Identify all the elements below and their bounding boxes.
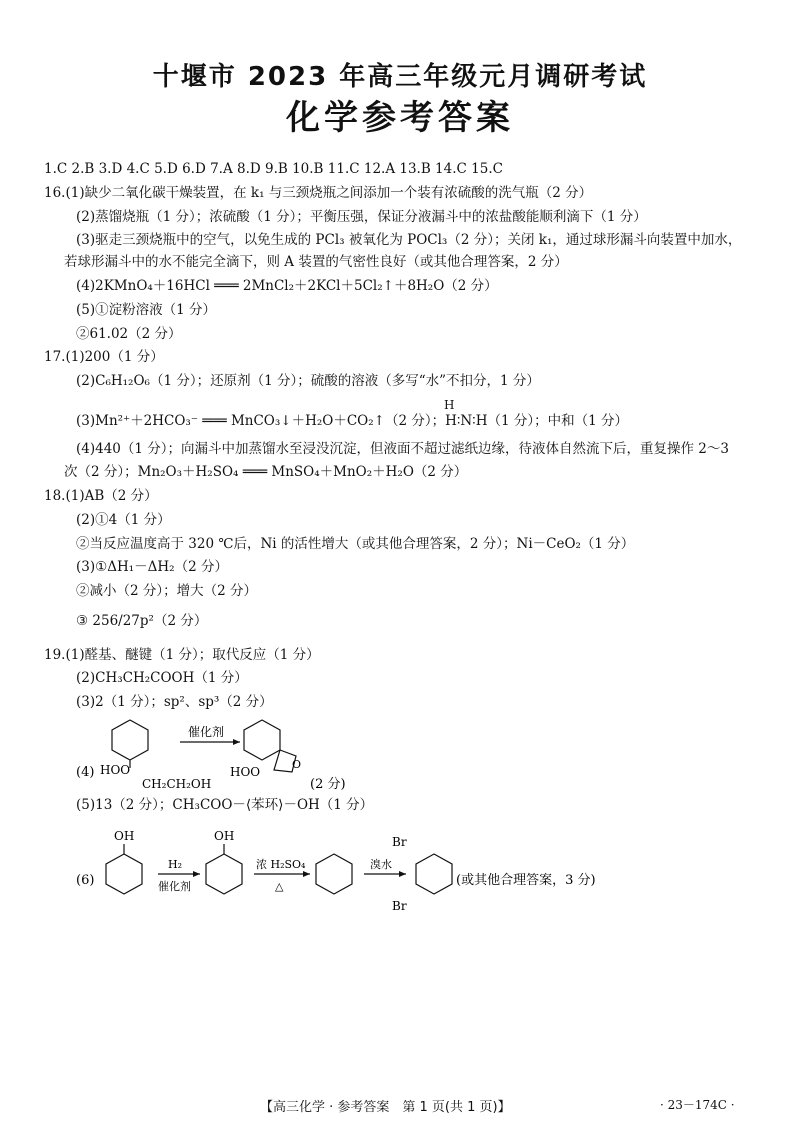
answer-line: 18.(1)AB（2 分） — [44, 488, 158, 504]
cyclohexene-ring — [316, 854, 352, 894]
scheme-label: (6) — [76, 873, 95, 888]
reagent-label: 浓 H₂SO₄ — [256, 858, 306, 871]
answer-line: (4)2KMnO₄＋16HCl ═══ 2MnCl₂＋2KCl＋5Cl₂↑＋8H₂O（2 分） — [76, 278, 498, 294]
answer-line: (3)驱走三颈烧瓶中的空气，以免生成的 PCl₃ 被氧化为 POCl₃（2 分）；关闭 k₁，通过球形漏斗向装置中加水， — [76, 232, 742, 248]
dibromocyclohexane-ring — [416, 854, 452, 894]
condition-label: △ — [275, 880, 284, 893]
answer-line: (3)①ΔH₁－ΔH₂（2 分） — [76, 559, 228, 575]
answer-line: (2)①4（1 分） — [76, 512, 171, 528]
score: (2 分) — [310, 777, 346, 792]
answer-line: (2)CH₃CH₂COOH（1 分） — [76, 670, 248, 686]
substituent: CH₂CH₂OH — [142, 777, 212, 791]
benzene-ring — [106, 854, 142, 894]
electron-dot-h: H — [444, 398, 455, 412]
bromine: Br — [392, 835, 407, 849]
choice-answers: 1.C 2.B 3.D 4.C 5.D 6.D 7.A 8.D 9.B 10.B 11.C 12.A 13.B 14.C 15.C — [44, 161, 503, 177]
substituent: HOO — [100, 763, 131, 777]
cyclohexanol-ring — [206, 854, 242, 894]
cyclohexadiene-ring — [112, 720, 148, 760]
arrow-head — [303, 871, 310, 877]
answer-line: (3)2（1 分）；sp²、sp³（2 分） — [76, 694, 273, 710]
hydroxyl: OH — [214, 829, 235, 843]
bicyclic-ring — [244, 720, 280, 760]
synthesis-route-6 — [70, 826, 630, 916]
arrow-head — [193, 871, 200, 877]
reaction-scheme-4 — [70, 712, 390, 792]
condition-label: 催化剂 — [158, 880, 191, 893]
answer-line: 次（2 分）；Mn₂O₃＋H₂SO₄ ═══ MnSO₄＋MnO₂＋H₂O（2 分） — [64, 464, 468, 480]
score: (或其他合理答案，3 分) — [456, 873, 596, 888]
page-footer: 【高三化学 · 参考答案 第 1 页(共 1 页)】 — [260, 1100, 511, 1115]
answer-line: (4)440（1 分）；向漏斗中加蒸馏水至浸没沉淀，但液面不超过滤纸边缘，待液体自然流下后，重复操作 2～3 — [76, 441, 729, 457]
answer-line: ③ 256/27p²（2 分） — [76, 613, 208, 629]
answer-line: 19.(1)醛基、醚键（1 分）；取代反应（1 分） — [44, 647, 320, 663]
page-title: 化学参考答案 — [286, 98, 514, 138]
substituent: HOO — [230, 765, 261, 779]
scheme-label: (4) — [76, 765, 95, 780]
answer-line: 若球形漏斗中的水不能完全滴下，则 A 装置的气密性良好（或其他合理答案，2 分） — [64, 254, 568, 270]
catalyst-label: 催化剂 — [188, 725, 225, 739]
answer-line: (2)C₆H₁₂O₆（1 分）；还原剂（1 分）；硫酸的溶液（多写“水”不扣分，1 分） — [76, 373, 540, 389]
exam-title: 十堰市 2023 年高三年级元月调研考试 — [152, 62, 648, 92]
doc-code: · 23－174C · — [660, 1098, 735, 1112]
answer-line: (3)Mn²⁺＋2HCO₃⁻ ═══ MnCO₃↓＋H₂O＋CO₂↑（2 分）；H∶N∶H（1 分）；中和（1 分） — [76, 413, 628, 429]
answer-line: (5)①淀粉溶液（1 分） — [76, 302, 217, 318]
answer-line: ②61.02（2 分） — [76, 326, 182, 342]
answer-line: ②当反应温度高于 320 ℃后，Ni 的活性增大（或其他合理答案，2 分）；Ni－CeO₂（1 分） — [76, 536, 635, 552]
answer-line: 16.(1)缺少二氧化碳干燥装置，在 k₁ 与三颈烧瓶之间添加一个装有浓硫酸的洗气瓶（2 分） — [44, 185, 593, 201]
bromine: Br — [392, 899, 407, 913]
hydroxyl: OH — [114, 829, 135, 843]
oxygen-atom: O — [292, 758, 302, 771]
arrow-head — [399, 871, 406, 877]
answer-line: (2)蒸馏烧瓶（1 分）；浓硫酸（1 分）；平衡压强，保证分液漏斗中的浓盐酸能顺利滴下（1 分） — [76, 209, 647, 225]
arrow-head — [233, 739, 240, 745]
reagent-label: H₂ — [168, 858, 183, 871]
answer-line: (5)13（2 分）；CH₃COO－⟨苯环⟩－OH（1 分） — [76, 797, 374, 813]
answer-line: 17.(1)200（1 分） — [44, 349, 164, 365]
answer-line: ②减小（2 分）；增大（2 分） — [76, 583, 258, 599]
reagent-label: 溴水 — [370, 858, 392, 871]
